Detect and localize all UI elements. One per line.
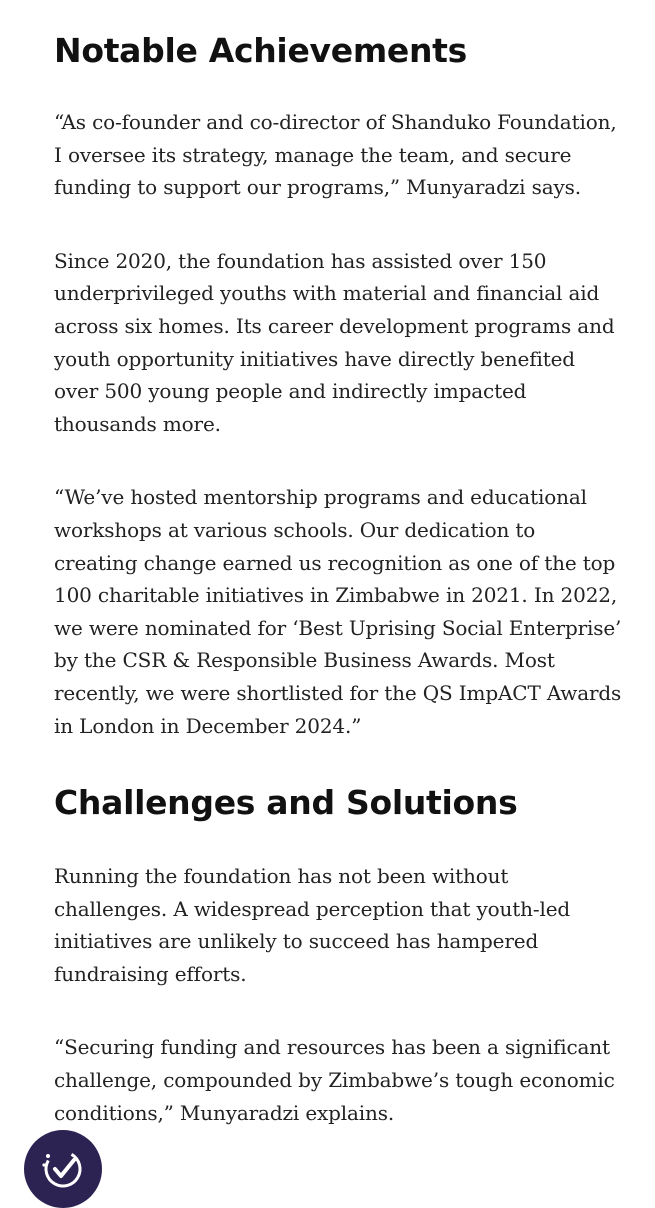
article-body — [54, 26, 624, 1129]
section-heading-challenges: Challenges and Solutions — [54, 783, 518, 823]
floating-action-button[interactable] — [24, 1130, 102, 1208]
paragraph: “Securing funding and resources has been a significant challenge, compounded by Zimbabwe’s tough economic conditions,” Munyaradzi explains. — [54, 1035, 615, 1125]
timer-check-icon — [24, 1130, 102, 1208]
paragraph: “As co-founder and co-director of Shanduko Foundation, I oversee its strategy, manage the team, and secure funding to support our programs,” Munyaradzi says. — [54, 110, 617, 200]
paragraph: Running the foundation has not been without challenges. A widespread perception that youth-led initiatives are unlikely to succeed has hampered fundraising efforts. — [54, 864, 571, 986]
paragraph: Since 2020, the foundation has assisted over 150 underprivileged youths with material and financial aid across six homes. Its career development programs and youth opportunity initiatives have directly benefited over 500 young people and indirectly impacted thousands more. — [54, 248, 615, 436]
paragraph: “We’ve hosted mentorship programs and educational workshops at various schools. Our dedication to creating change earned us recognition as one of the top 100 charitable initiatives in Zimbabwe in 2021. In 2022, we were nominated for ‘Best Uprising Social Enterprise’ by the CSR & Responsible Business Awards. Most recently, we were shortlisted for the QS ImpACT Awards in London in December 2024.” — [54, 485, 622, 738]
section-heading-achievements: Notable Achievements — [54, 31, 467, 70]
